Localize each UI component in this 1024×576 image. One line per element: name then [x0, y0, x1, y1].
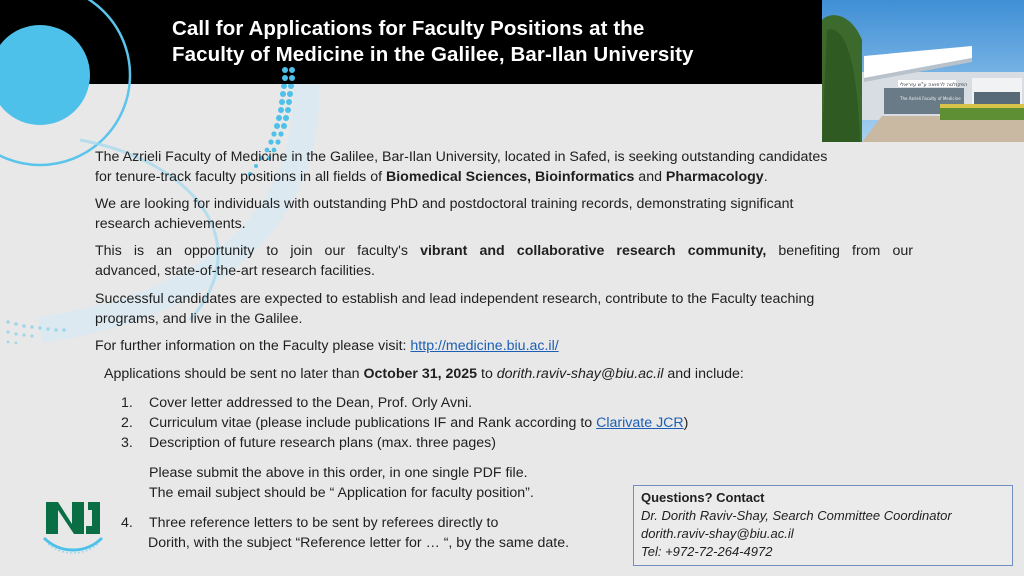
photo-sign-hebrew: הפקולטה לרפואה ע"ש עזריאלי — [900, 82, 968, 88]
contact-email[interactable]: dorith.raviv-shay@biu.ac.il — [641, 526, 794, 541]
bold-pharmacology: Pharmacology — [665, 169, 764, 185]
clarivate-jcr-link[interactable]: Clarivate JCR — [596, 415, 684, 431]
item4-line-b: Dorith, with the subject “Reference letter for … “, by the same date. — [148, 535, 570, 551]
p3-line-a: This is an opportunity to join our faculty's vibrant and collaborative research community, benefiting from our — [95, 243, 913, 259]
contact-phone: Tel: +972-72-264-4972 — [641, 544, 773, 559]
contact-heading: Questions? Contact — [641, 490, 765, 505]
p1-line-a: The Azrieli Faculty of Medicine in the Galilee, Bar-Ilan University, located in Safed, is seeking outstanding candidates — [95, 149, 828, 165]
note-line-1: Please submit the above in this order, in one single PDF file. — [149, 465, 528, 481]
list-item: 3. Description of future research plans (max. three pages) — [121, 435, 496, 451]
item4-line-a: 4. Three reference letters to be sent by referees directly to — [121, 515, 499, 531]
faculty-website-link[interactable]: http://medicine.biu.ac.il/ — [410, 338, 559, 354]
note-line-2: The email subject should be “ Application for faculty position”. — [149, 485, 534, 501]
intro-paragraph-1 — [95, 147, 915, 187]
submission-note — [149, 463, 534, 503]
application-email[interactable]: dorith.raviv-shay@biu.ac.il — [496, 366, 664, 382]
bold-community: vibrant and collaborative research community, — [420, 243, 767, 259]
contact-name: Dr. Dorith Raviv-Shay, Search Committee Coordinator — [641, 508, 952, 523]
p1-line-b: for tenure-track faculty positions in all fields of Biomedical Sciences, Bioinformatics and Pharmacology. — [95, 169, 768, 185]
page-title — [172, 16, 694, 68]
intro-paragraph-6: Applications should be sent no later than October 31, 2025 to dorith.raviv-shay@biu.ac.il and include: — [104, 366, 744, 382]
intro-paragraph-3 — [95, 241, 913, 281]
intro-paragraph-5: For further information on the Faculty please visit: http://medicine.biu.ac.il/ — [95, 338, 559, 354]
intro-paragraph-2 — [95, 194, 915, 234]
list-item: 1. Cover letter addressed to the Dean, Prof. Orly Avni. — [121, 395, 473, 411]
p4-line-a: Successful candidates are expected to establish and lead independent research, contribute to the Faculty teaching — [95, 291, 815, 307]
title-line-2: Faculty of Medicine in the Galilee, Bar-Ilan University — [172, 43, 694, 66]
p3-line-b: advanced, state-of-the-art research facilities. — [95, 263, 375, 279]
university-logo — [40, 494, 106, 560]
deadline-date: October 31, 2025 — [363, 366, 478, 382]
p4-line-b: programs, and live in the Galilee. — [95, 311, 303, 327]
list-item: 2. Curriculum vitae (please include publications IF and Rank according to Clarivate JCR) — [121, 415, 689, 431]
p2-line-a: We are looking for individuals with outstanding PhD and postdoctoral training records, demonstrating significant — [95, 196, 794, 212]
building-photo — [822, 0, 1024, 142]
photo-sign-english: The Azrieli Faculty of Medicine — [900, 96, 961, 101]
intro-paragraph-4 — [95, 289, 915, 329]
bold-fields: Biomedical Sciences, Bioinformatics — [385, 169, 635, 185]
requirements-list — [121, 393, 688, 453]
title-line-1: Call for Applications for Faculty Positions at the — [172, 17, 645, 40]
p2-line-b: research achievements. — [95, 216, 246, 232]
reference-letters-item — [121, 513, 569, 553]
contact-box — [633, 485, 1013, 566]
